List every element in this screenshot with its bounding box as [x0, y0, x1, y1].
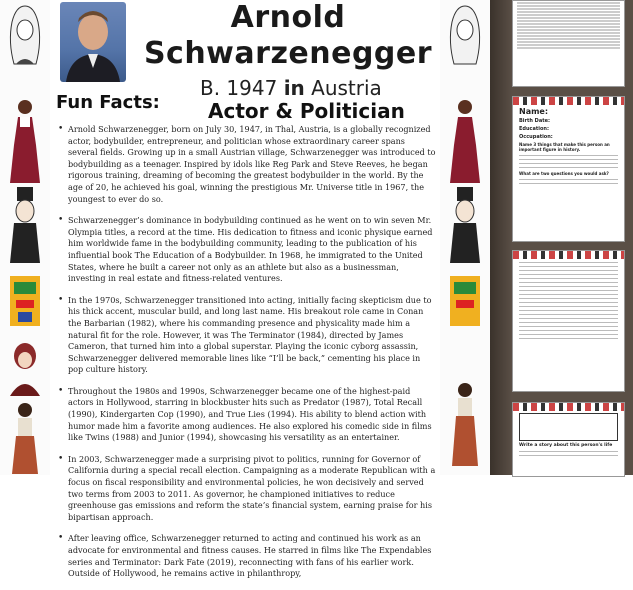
page-thumbnail-story[interactable]	[512, 402, 625, 477]
right-border-strip	[440, 0, 490, 475]
fact-item: • Schwarzenegger’s dominance in bodybuilding continued as he went on to win seven Mr. Olympia titles, a record at the time. His dedication to fitness and iconic physique earned him worldwide fame in the bodybuilding community, leading to the publication of his influential book The Education of a Bodybuilder. In 1968, he immigrated to the United States, where he built a career not only as an athlete but also as a businessman, investing in real estate and fitness-related ventures.	[56, 215, 436, 285]
fact-item: • Throughout the 1980s and 1990s, Schwarzenegger became one of the highest-paid actors in Hollywood, starring in blockbuster hits such as Predator (1987), Total Recall (1990), Kindergarten Cop (1990), and True Lies (1994). His ability to blend action with humor made him a favorite among audiences. He also explored his comedic side in films like Twins (1988) and Junior (1994), showcasing his versatility as an entertainer.	[56, 386, 436, 444]
thumb-image-box	[519, 413, 618, 441]
thumb-story-prompt: Write a story about this person's life	[519, 443, 613, 448]
fact-item: • In the 1970s, Schwarzenegger transitioned into acting, initially facing skepticism due to his thick accent, muscular build, and long last name. His breakout role came in Conan the Barbarian (1982), where his commanding presence and physicality made him a natural fit for the role. However, it was The Terminator (1984), directed by James Cameron, that turned him into a global superstar. Playing the iconic cyborg assassin, Schwarzenegger delivered memorable lines like “I’ll be back,” cementing his place in pop culture history.	[56, 295, 436, 376]
queen-portrait-icon	[4, 338, 46, 398]
page-thumbnail-lined[interactable]	[512, 250, 625, 392]
decorative-band	[513, 251, 624, 259]
birth-in: in	[283, 76, 305, 100]
fact-item: • After leaving office, Schwarzenegger returned to acting and continued his work as an advocate for environmental and fitness causes. He starred in films like The Expendables series and Terminator: Dark Fate (2019), reconnecting with fans of his earlier work. Outside of Hollywood, he remains active in philanthropy,	[56, 533, 436, 579]
thumb-list-prompt: Name 3 things that make this person an important figure in history.	[519, 142, 610, 152]
person-silhouette-icon	[60, 2, 126, 82]
birth-year: B. 1947	[200, 76, 284, 100]
lady-figure-icon	[444, 95, 486, 185]
thumb-birth-date-label: Birth Date:	[519, 118, 550, 124]
lincoln-figure-icon	[444, 185, 486, 265]
lady-figure-icon	[4, 95, 46, 185]
thumb-questions-prompt: What are two questions you would ask?	[519, 171, 609, 176]
left-border-strip	[0, 0, 50, 475]
woman-figure-icon	[4, 400, 46, 475]
page-thumbnail-worksheet[interactable]	[512, 96, 625, 242]
thumbnail-panel	[490, 0, 633, 475]
newton-portrait-icon	[4, 2, 46, 72]
thumb-occupation-label: Occupation:	[519, 134, 553, 140]
fact-item: • Arnold Schwarzenegger, born on July 30, 1947, in Thal, Austria, is a globally recognized actor, bodybuilder, entrepreneur, and politician whose extraordinary career spans several fields. Growing up in a small Austrian village, Schwarzenegger was introduced to bodybuilding as a teenager. Inspired by idols like Reg Park and Steve Reeves, he began rigorous training, dreaming of becoming the greatest bodybuilder in the world. By the age of 20, he achieved his goal, winning the prestigious Mr. Universe title in 1967, the youngest to ever do so.	[56, 124, 436, 205]
decorative-band	[513, 403, 624, 411]
tribal-mask-icon	[4, 272, 46, 332]
fun-facts-heading: Fun Facts:	[56, 92, 160, 113]
fact-item: • In 2003, Schwarzenegger made a surprising pivot to politics, running for Governor of California during a special recall election. Campaigning as a moderate Republican with a focus on fiscal responsibility and environmental policies, he won decisively and served two terms from 2003 to 2011. As governor, he championed initiatives to reduce greenhouse gas emissions and reform the state’s financial system, earning praise for his bipartisan approach.	[56, 454, 436, 524]
birth-line	[200, 76, 382, 100]
newton-portrait-icon	[444, 2, 486, 72]
thumb-name-label: Name:	[519, 107, 549, 116]
birth-place: Austria	[304, 76, 382, 100]
page-thumbnail-facts[interactable]	[512, 0, 625, 87]
role-subtitle: Actor & Politician	[208, 99, 405, 123]
title-last-name: Schwarzenegger	[143, 36, 433, 71]
lincoln-figure-icon	[4, 185, 46, 265]
decorative-band	[513, 97, 624, 105]
woman-figure-icon	[444, 380, 486, 470]
portrait-photo	[60, 2, 126, 82]
title-first-name: Arnold	[230, 0, 346, 35]
tribal-mask-icon	[444, 272, 486, 332]
thumb-education-label: Education:	[519, 126, 549, 132]
facts-list	[56, 124, 436, 590]
fact-sheet-page	[50, 0, 440, 579]
